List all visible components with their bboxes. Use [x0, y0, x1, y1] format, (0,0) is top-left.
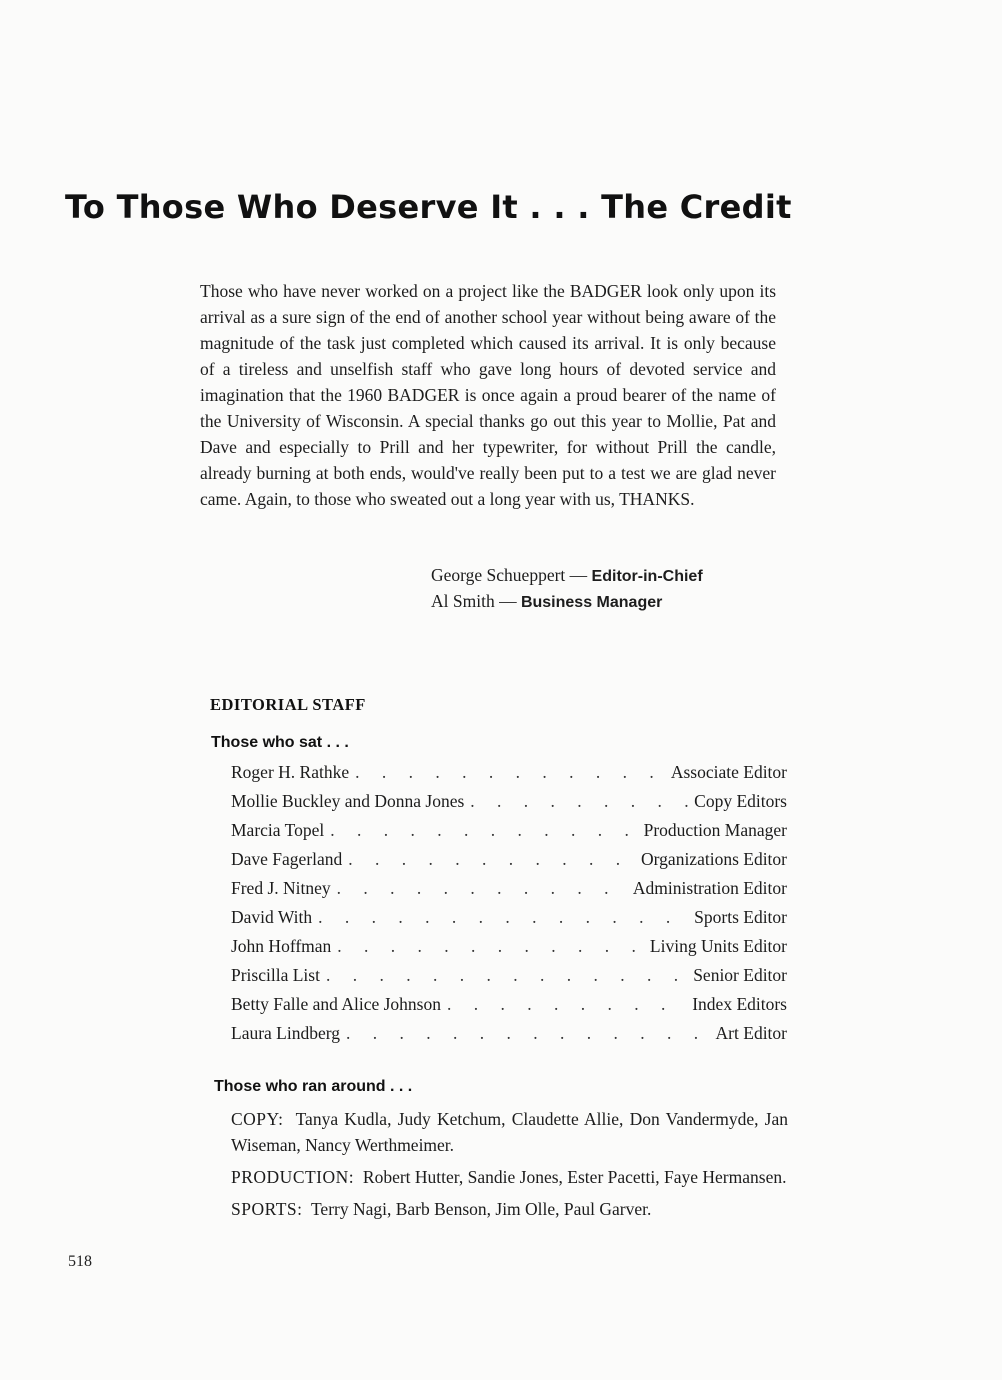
crew-category: SPORTS: [231, 1199, 303, 1219]
staff-list [231, 758, 787, 1048]
crew-members: Robert Hutter, Sandie Jones, Ester Pacetti, Faye Hermansen. [362, 1167, 787, 1187]
dot-leader [355, 758, 665, 787]
dot-leader [470, 787, 688, 816]
staff-row [231, 932, 787, 961]
staff-name: Fred J. Nitney [231, 878, 331, 898]
signature-role: Editor-in-Chief [591, 568, 703, 585]
dot-leader [318, 903, 688, 932]
staff-position: Senior Editor [693, 965, 787, 985]
staff-name: Dave Fagerland [231, 849, 343, 869]
crew-category: COPY: [231, 1109, 284, 1129]
staff-name: John Hoffman [231, 936, 332, 956]
crew-list [231, 1106, 788, 1228]
staff-position: Sports Editor [694, 907, 787, 927]
staff-position: Production Manager [643, 820, 787, 840]
staff-row [231, 990, 787, 1019]
page-title: To Those Who Deserve It . . . The Credit [65, 188, 792, 226]
staff-row [231, 845, 787, 874]
crew-sports [231, 1196, 788, 1222]
page-number: 518 [68, 1253, 92, 1270]
staff-name: Roger H. Rathke [231, 762, 350, 782]
dot-leader [337, 932, 644, 961]
staff-name: Marcia Topel [231, 820, 325, 840]
crew-production [231, 1164, 788, 1190]
staff-row [231, 874, 787, 903]
signature-editor [431, 565, 703, 586]
staff-position: Organizations Editor [641, 849, 787, 869]
staff-position: Administration Editor [632, 878, 787, 898]
those-who-ran-heading: Those who ran around . . . [214, 1078, 413, 1095]
dot-leader [330, 816, 637, 845]
staff-position: Associate Editor [670, 762, 787, 782]
staff-name: Betty Falle and Alice Johnson [231, 994, 441, 1014]
crew-members: Terry Nagi, Barb Benson, Jim Olle, Paul Garver. [310, 1199, 652, 1219]
staff-row [231, 758, 787, 787]
signature-name: Al Smith — [431, 591, 517, 611]
staff-position: Index Editors [692, 994, 787, 1014]
crew-members: Tanya Kudla, Judy Ketchum, Claudette Allie, Don Vandermyde, Jan Wiseman, Nancy Werthmeimer. [231, 1109, 789, 1155]
staff-position: Art Editor [715, 1023, 787, 1043]
staff-position: Living Units Editor [649, 936, 787, 956]
editorial-staff-heading: EDITORIAL STAFF [210, 695, 366, 714]
staff-row [231, 1019, 787, 1048]
intro-paragraph: Those who have never worked on a project like the BADGER look only upon its arrival as a sure sign of the end of another school year without being aware of the magnitude of the task just completed which caused its arrival. It is only because of a tireless and unselfish staff who gave long hours of devoted service and imagination that the 1960 BADGER is once again a proud bearer of the name of the University of Wisconsin. A special thanks go out this year to Mollie, Pat and Dave and especially to Prill and her typewriter, for without Prill the candle, already burning at both ends, would've really been put to a test we are glad never came. Again, to those who sweated out a long year with us, THANKS. [200, 281, 776, 509]
dot-leader [337, 874, 627, 903]
signature-role: Business Manager [520, 594, 663, 611]
staff-row [231, 903, 787, 932]
signature-name: George Schueppert — [431, 565, 588, 585]
staff-row [231, 787, 787, 816]
dot-leader [326, 961, 687, 990]
staff-row [231, 961, 787, 990]
staff-row [231, 816, 787, 845]
dot-leader [447, 990, 686, 1019]
dot-leader [348, 845, 635, 874]
staff-position: Copy Editors [694, 791, 787, 811]
staff-name: Priscilla List [231, 965, 320, 985]
staff-name: Mollie Buckley and Donna Jones [231, 791, 465, 811]
staff-name: David With [231, 907, 313, 927]
dot-leader [346, 1019, 710, 1048]
those-who-sat-heading: Those who sat . . . [211, 734, 349, 751]
signature-business-manager [431, 591, 662, 612]
crew-category: PRODUCTION: [231, 1167, 355, 1187]
crew-copy [231, 1106, 788, 1158]
staff-name: Laura Lindberg [231, 1023, 341, 1043]
